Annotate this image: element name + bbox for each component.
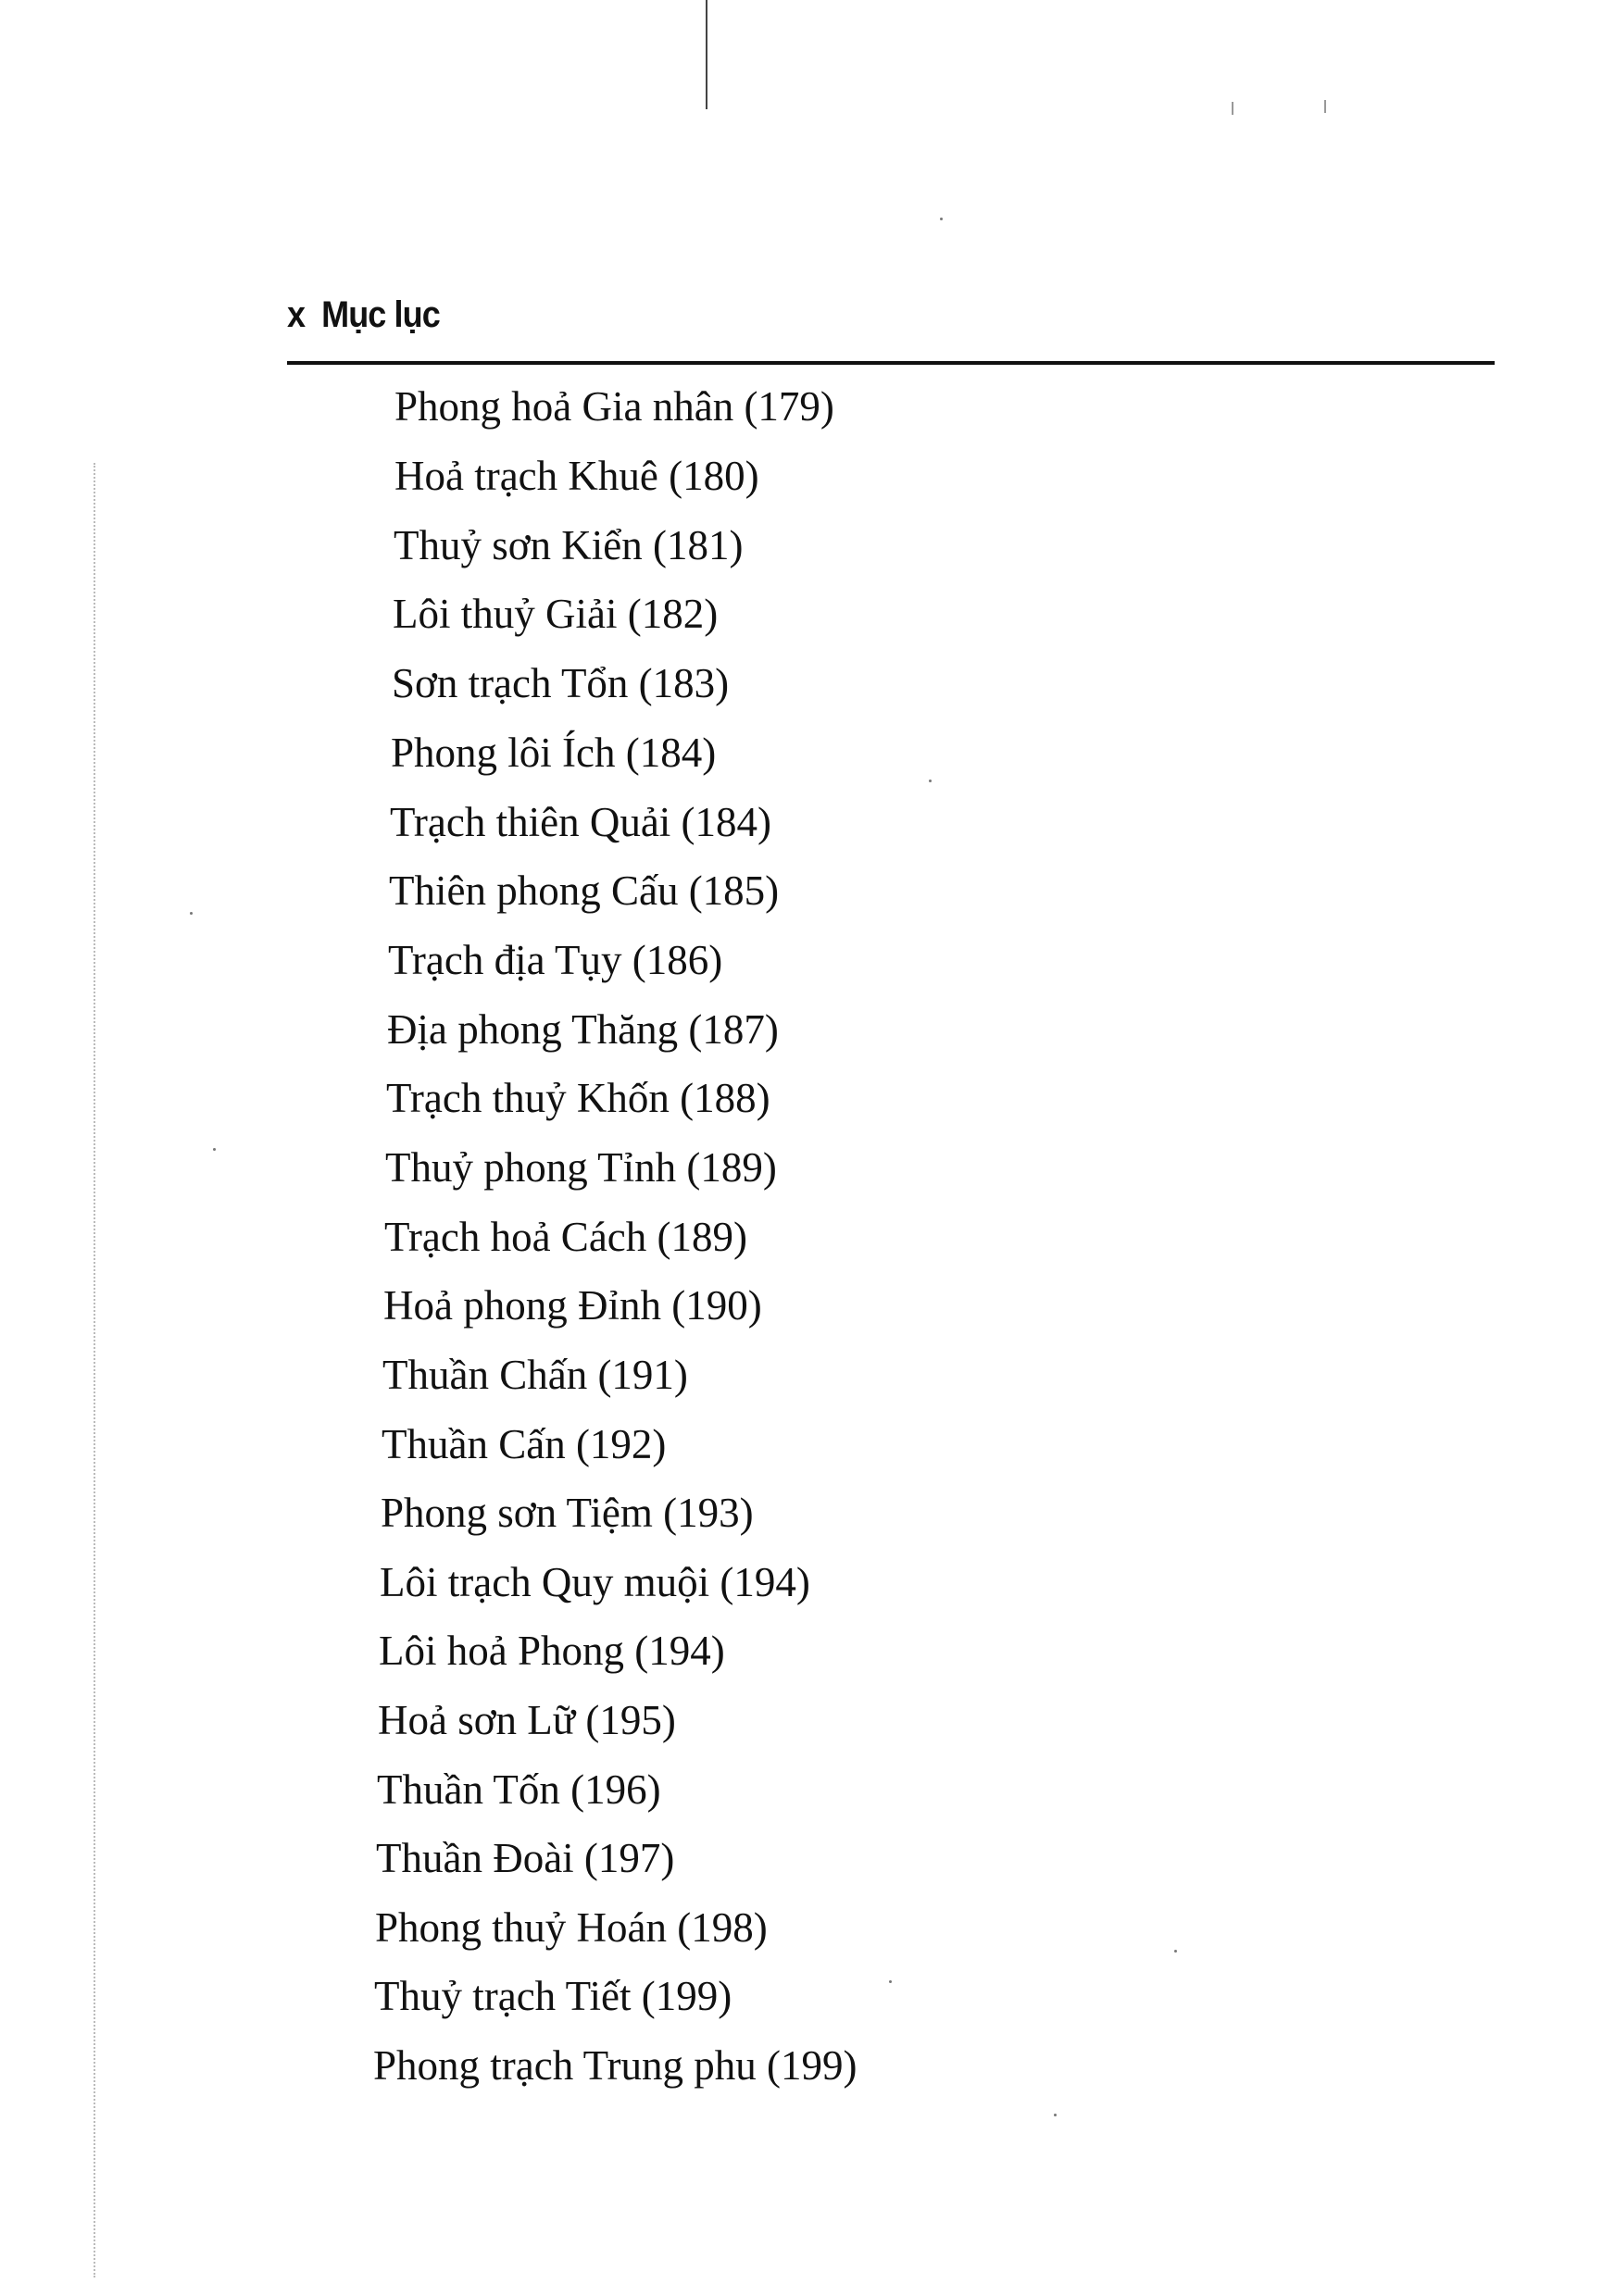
toc-entry: Lôi hoả Phong (194) (379, 1628, 725, 1674)
toc-entry: Thuần Chấn (191) (382, 1352, 688, 1398)
header-text (287, 294, 457, 336)
scan-margin-marks (94, 463, 97, 2277)
toc-entry: Địa phong Thăng (187) (387, 1006, 779, 1053)
toc-entry: Hoả sơn Lữ (195) (378, 1697, 676, 1743)
toc-entry: Thuần Tốn (196) (377, 1766, 661, 1813)
scan-speck (940, 218, 943, 220)
toc-entry: Phong sơn Tiệm (193) (381, 1490, 754, 1536)
toc-entry: Sơn trạch Tổn (183) (392, 660, 730, 706)
scan-speck (929, 780, 932, 782)
scan-speck (190, 912, 193, 915)
toc-entry: Trạch thuỷ Khốn (188) (386, 1075, 770, 1121)
toc-entry: Thiên phong Cấu (185) (389, 867, 780, 914)
toc-entry: Lôi thuỷ Giải (182) (393, 591, 719, 637)
toc-entry: Thuỷ phong Tỉnh (189) (385, 1144, 777, 1191)
scan-speck (1324, 100, 1326, 113)
toc-entry: Phong hoả Gia nhân (179) (394, 383, 834, 430)
page-number: x (287, 294, 306, 335)
binding-line (706, 0, 707, 109)
header-rule (287, 361, 1495, 365)
page-title: Mục lục (321, 294, 440, 335)
page-header (287, 294, 1491, 368)
toc-entry: Lôi trạch Quy muội (194) (380, 1559, 810, 1605)
scan-speck (213, 1148, 216, 1151)
toc-entry: Hoả trạch Khuê (180) (394, 453, 759, 499)
scan-speck (1232, 102, 1233, 115)
toc-entry: Trạch thiên Quải (184) (390, 799, 772, 845)
scan-speck (1054, 2114, 1057, 2116)
toc-entry: Thuần Đoài (197) (376, 1835, 675, 1881)
toc-entry: Phong thuỷ Hoán (198) (375, 1904, 768, 1951)
toc-entry: Phong trạch Trung phu (199) (373, 2042, 858, 2089)
toc-entry: Phong lôi Ích (184) (391, 730, 717, 776)
scan-speck (1174, 1950, 1177, 1953)
toc-entry: Thuần Cấn (192) (382, 1421, 667, 1467)
toc-entry: Trạch địa Tụy (186) (388, 937, 723, 983)
toc-entry: Trạch hoả Cách (189) (384, 1214, 747, 1260)
scan-speck (889, 1980, 892, 1983)
toc-entry: Thuỷ sơn Kiển (181) (394, 522, 744, 568)
toc-entry: Hoả phong Đỉnh (190) (383, 1282, 762, 1329)
toc-entry: Thuỷ trạch Tiết (199) (374, 1973, 732, 2019)
